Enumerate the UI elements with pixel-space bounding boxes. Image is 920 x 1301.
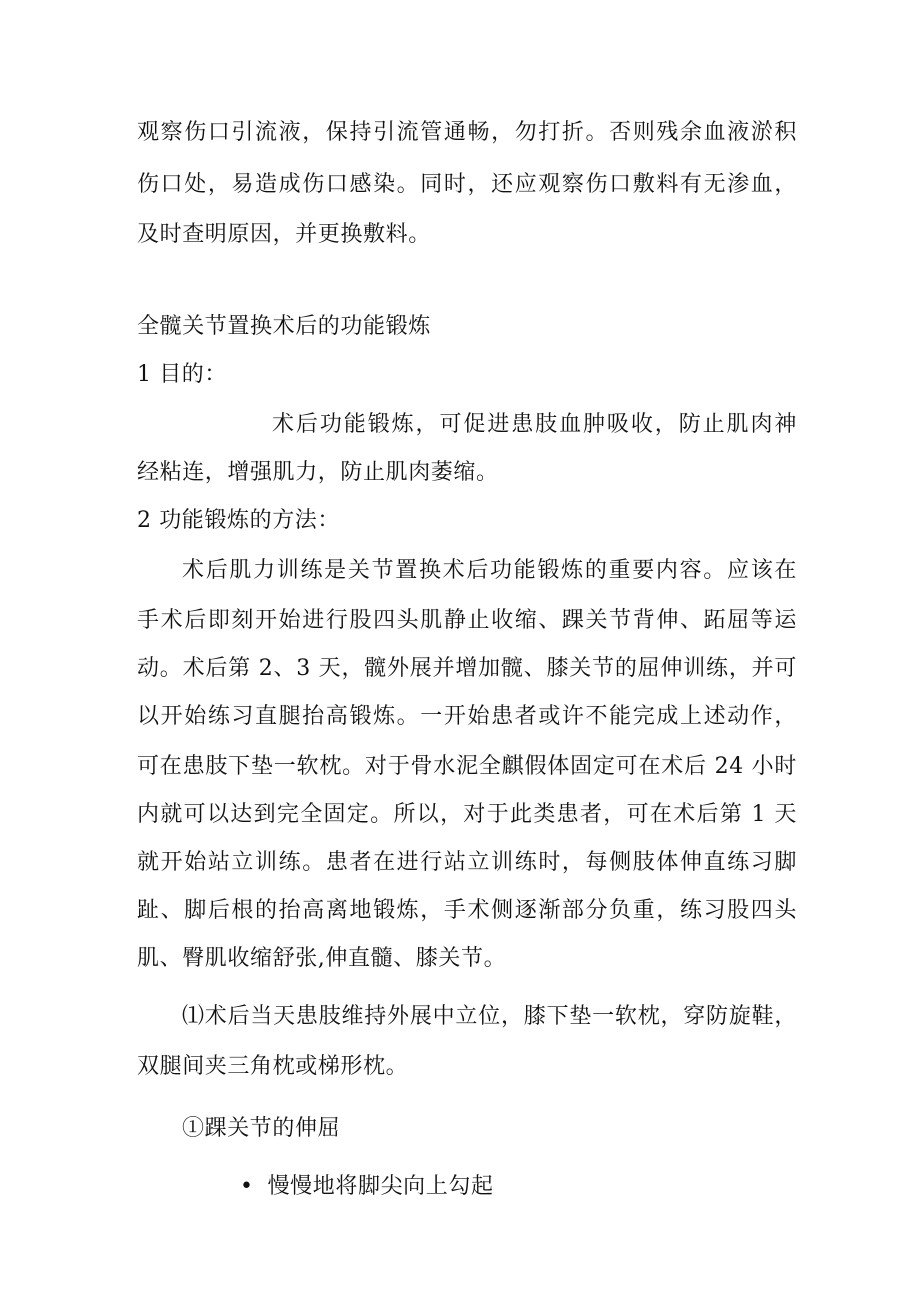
bullet-marker: • [240,1174,254,1199]
paragraph-line: 及时查明原因，并更换敷料。 [137,222,431,247]
paragraph-line: 伤口处，易造成伤口感染。同时，还应观察伤口敷料有无渗血， [137,172,797,197]
paragraph-line: 可在患肢下垫一软枕。对于骨水泥全麒假体固定可在术后 24 小时 [137,754,797,779]
paragraph-line: 动。术后第 2、3 天，髋外展并增加髋、膝关节的屈伸训练，并可 [137,656,797,681]
paragraph-line: 术后肌力训练是关节置换术后功能锻炼的重要内容。应该在 [182,558,797,583]
paragraph-line: 就开始站立训练。患者在进行站立训练时，每侧肢体伸直练习脚 [137,850,797,875]
section-title: 全髋关节置换术后的功能锻炼 [137,314,431,339]
step-line: 双腿间夹三角枕或梯形枕。 [137,1054,409,1079]
paragraph-line: 内就可以达到完全固定。所以，对于此类患者，可在术后第 1 天 [137,802,797,827]
paragraph-line: 观察伤口引流液，保持引流管通畅，勿打折。否则残余血液淤积 [137,120,797,145]
paragraph-line: 手术后即刻开始进行股四头肌静止收缩、踝关节背伸、跖屈等运 [137,608,797,633]
paragraph-line: 经粘连，增强肌力，防止肌肉萎缩。 [137,460,499,485]
paragraph-line: 术后功能锻炼，可促进患肢血肿吸收，防止肌肉神 [272,412,797,437]
purpose-heading: 1 目的： [137,362,227,387]
paragraph-line: 肌、臀肌收缩舒张,伸直髓、膝关节。 [137,946,507,971]
paragraph-line: 以开始练习直腿抬高锻炼。一开始患者或许不能完成上述动作， [137,704,797,729]
bullet-item [240,1172,740,1202]
bullet-text: 慢慢地将脚尖向上勾起 [267,1174,494,1199]
method-heading: 2 功能锻炼的方法： [137,508,340,533]
paragraph-line: 趾、脚后根的抬高离地锻炼，手术侧逐渐部分负重，练习股四头 [137,898,797,923]
step-line: ⑴术后当天患肢维持外展中立位，膝下垫一软枕，穿防旋鞋， [182,1004,797,1029]
sub-heading: ①踝关节的伸屈 [182,1116,341,1141]
